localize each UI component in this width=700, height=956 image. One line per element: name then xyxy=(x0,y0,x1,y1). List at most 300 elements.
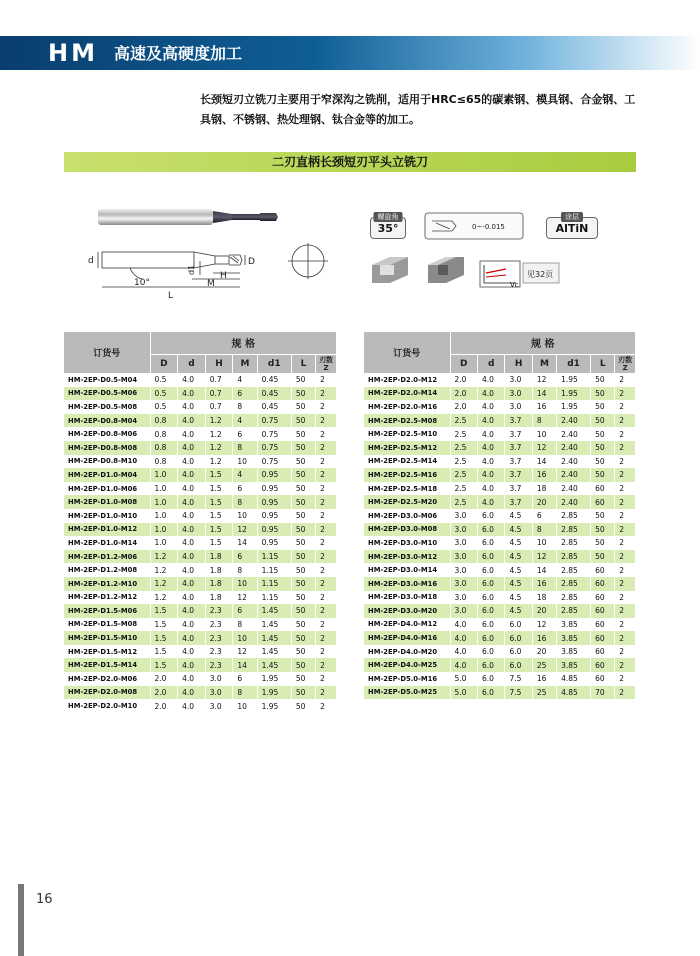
cell-D: 2.0 xyxy=(450,400,477,414)
cell-d1: 0.75 xyxy=(257,414,291,428)
shank-d-label: d xyxy=(88,256,94,266)
cell-D: 3.0 xyxy=(450,577,477,591)
cell-d: 4.0 xyxy=(178,591,206,605)
cell-Z: 2 xyxy=(615,441,636,455)
cell-Z: 2 xyxy=(316,455,337,469)
cell-D: 5.0 xyxy=(450,686,477,700)
cell-d: 6.0 xyxy=(477,631,504,645)
cell-D: 2.0 xyxy=(150,699,178,713)
cell-D: 0.5 xyxy=(150,400,178,414)
cell-d1: 2.40 xyxy=(557,455,591,469)
cell-Z: 2 xyxy=(316,672,337,686)
cell-Z: 2 xyxy=(615,427,636,441)
cell-L: 50 xyxy=(291,414,315,428)
order-code-cell: HM-2EP-D5.0-M16 xyxy=(364,672,450,686)
cell-d: 4.0 xyxy=(178,672,206,686)
cell-H: 6.0 xyxy=(505,618,532,632)
cell-H: 1.8 xyxy=(205,577,233,591)
cell-H: 4.5 xyxy=(505,523,532,537)
table-row xyxy=(364,604,636,618)
cell-D: 1.5 xyxy=(150,604,178,618)
cell-L: 60 xyxy=(591,618,615,632)
order-code-cell: HM-2EP-D0.5-M04 xyxy=(64,373,150,387)
cell-M: 8 xyxy=(233,618,257,632)
cell-L: 50 xyxy=(591,509,615,523)
cell-d1: 1.15 xyxy=(257,563,291,577)
order-code-cell: HM-2EP-D1.0-M12 xyxy=(64,523,150,537)
cell-H: 4.5 xyxy=(505,577,532,591)
cell-H: 3.0 xyxy=(205,672,233,686)
order-code-cell: HM-2EP-D2.5-M10 xyxy=(364,427,450,441)
cell-H: 6.0 xyxy=(505,658,532,672)
cell-D: 2.5 xyxy=(450,482,477,496)
cell-D: 3.0 xyxy=(450,563,477,577)
cell-D: 1.5 xyxy=(150,645,178,659)
order-code-cell: HM-2EP-D2.5-M08 xyxy=(364,414,450,428)
cell-D: 0.8 xyxy=(150,441,178,455)
cell-H: 1.5 xyxy=(205,536,233,550)
table-row xyxy=(64,658,337,672)
cell-M: 6 xyxy=(532,509,556,523)
order-code-cell: HM-2EP-D4.0-M25 xyxy=(364,658,450,672)
cell-d1: 2.85 xyxy=(557,550,591,564)
cell-d1: 2.40 xyxy=(557,468,591,482)
cell-D: 2.0 xyxy=(150,686,178,700)
order-code-cell: HM-2EP-D1.5-M10 xyxy=(64,631,150,645)
table-row xyxy=(64,699,337,713)
cell-D: 1.5 xyxy=(150,658,178,672)
order-code-cell: HM-2EP-D2.0-M06 xyxy=(64,672,150,686)
cell-D: 4.0 xyxy=(450,618,477,632)
cell-H: 1.5 xyxy=(205,523,233,537)
cell-Z: 2 xyxy=(316,577,337,591)
cell-H: 1.2 xyxy=(205,455,233,469)
cell-d1: 0.75 xyxy=(257,441,291,455)
cell-D: 3.0 xyxy=(450,536,477,550)
cell-d1: 4.85 xyxy=(557,672,591,686)
cell-D: 4.0 xyxy=(450,645,477,659)
order-code-cell: HM-2EP-D1.0-M08 xyxy=(64,495,150,509)
order-code-cell: HM-2EP-D3.0-M10 xyxy=(364,536,450,550)
order-code-cell: HM-2EP-D1.5-M12 xyxy=(64,645,150,659)
section-title: 二刃直柄长颈短刃平头立铣刀 xyxy=(271,155,428,169)
cell-D: 2.0 xyxy=(450,373,477,387)
cell-M: 8 xyxy=(233,441,257,455)
cell-d1: 1.95 xyxy=(257,699,291,713)
cell-d: 4.0 xyxy=(178,686,206,700)
cell-M: 8 xyxy=(233,563,257,577)
cell-L: 50 xyxy=(291,604,315,618)
cell-Z: 2 xyxy=(615,686,636,700)
cell-M: 14 xyxy=(532,387,556,401)
cell-D: 3.0 xyxy=(450,604,477,618)
slot-workpiece-icon xyxy=(372,257,408,283)
cell-d1: 3.85 xyxy=(557,631,591,645)
order-code-cell: HM-2EP-D1.2-M06 xyxy=(64,550,150,564)
cell-L: 50 xyxy=(291,577,315,591)
cell-Z: 2 xyxy=(615,604,636,618)
cell-D: 2.5 xyxy=(450,414,477,428)
cell-Z: 2 xyxy=(316,686,337,700)
cell-M: 6 xyxy=(233,604,257,618)
table-row xyxy=(364,618,636,632)
cell-Z: 2 xyxy=(316,468,337,482)
D-label: D xyxy=(248,257,255,267)
speed-ref-text: 见32页 xyxy=(527,270,554,279)
cell-H: 3.7 xyxy=(505,414,532,428)
cell-D: 1.0 xyxy=(150,523,178,537)
cell-H: 0.7 xyxy=(205,373,233,387)
cell-L: 50 xyxy=(291,509,315,523)
col-M: M xyxy=(233,354,257,373)
cell-D: 1.2 xyxy=(150,563,178,577)
cell-M: 8 xyxy=(233,400,257,414)
cell-L: 60 xyxy=(591,591,615,605)
cell-M: 4 xyxy=(233,414,257,428)
cell-d: 4.0 xyxy=(178,387,206,401)
helix-angle-value: 35° xyxy=(377,222,399,235)
col-d1: d1 xyxy=(557,354,591,373)
cell-Z: 2 xyxy=(615,563,636,577)
M-label: M xyxy=(207,279,215,289)
cell-D: 1.2 xyxy=(150,550,178,564)
cell-H: 3.0 xyxy=(505,400,532,414)
table-row xyxy=(64,427,337,441)
cell-L: 50 xyxy=(591,468,615,482)
order-code-cell: HM-2EP-D3.0-M20 xyxy=(364,604,450,618)
cell-H: 2.3 xyxy=(205,658,233,672)
cell-d: 6.0 xyxy=(477,645,504,659)
cell-L: 50 xyxy=(591,550,615,564)
cell-D: 0.8 xyxy=(150,427,178,441)
cell-D: 1.0 xyxy=(150,468,178,482)
table-row xyxy=(64,686,337,700)
order-code-cell: HM-2EP-D3.0-M12 xyxy=(364,550,450,564)
cell-d: 4.0 xyxy=(178,645,206,659)
cell-M: 8 xyxy=(233,495,257,509)
cell-H: 1.8 xyxy=(205,563,233,577)
col-L: L xyxy=(591,354,615,373)
cell-Z: 2 xyxy=(615,536,636,550)
table-row xyxy=(64,577,337,591)
cell-H: 3.7 xyxy=(505,441,532,455)
cell-M: 10 xyxy=(233,509,257,523)
col-D: D xyxy=(450,354,477,373)
spec-header: 规 格 xyxy=(150,332,337,354)
cell-M: 4 xyxy=(233,468,257,482)
cell-d1: 1.95 xyxy=(557,387,591,401)
cell-Z: 2 xyxy=(316,563,337,577)
cell-Z: 2 xyxy=(615,495,636,509)
order-code-cell: HM-2EP-D0.8-M04 xyxy=(64,414,150,428)
cell-d: 4.0 xyxy=(477,468,504,482)
order-code-cell: HM-2EP-D4.0-M16 xyxy=(364,631,450,645)
left-table-body xyxy=(64,373,337,713)
table-row xyxy=(64,645,337,659)
table-row xyxy=(64,455,337,469)
cell-L: 50 xyxy=(591,536,615,550)
table-row xyxy=(364,509,636,523)
cell-d: 6.0 xyxy=(477,577,504,591)
cell-L: 60 xyxy=(591,672,615,686)
cell-d: 6.0 xyxy=(477,536,504,550)
cell-d: 4.0 xyxy=(477,414,504,428)
cell-d1: 2.85 xyxy=(557,509,591,523)
cell-H: 1.2 xyxy=(205,414,233,428)
cell-d1: 2.85 xyxy=(557,563,591,577)
col-L: L xyxy=(291,354,315,373)
cell-M: 25 xyxy=(532,658,556,672)
cell-d: 6.0 xyxy=(477,563,504,577)
cell-d1: 1.95 xyxy=(557,400,591,414)
cell-M: 16 xyxy=(532,400,556,414)
cell-L: 70 xyxy=(591,686,615,700)
cell-M: 14 xyxy=(233,536,257,550)
cell-Z: 2 xyxy=(615,373,636,387)
cell-d1: 2.85 xyxy=(557,536,591,550)
cell-H: 1.8 xyxy=(205,550,233,564)
order-no-header: 订货号 xyxy=(64,332,150,373)
cell-D: 2.5 xyxy=(450,427,477,441)
cell-D: 2.5 xyxy=(450,455,477,469)
order-code-cell: HM-2EP-D2.0-M14 xyxy=(364,387,450,401)
cell-D: 5.0 xyxy=(450,672,477,686)
col-z-label: 刃数 xyxy=(319,355,334,364)
speed-chart-icon xyxy=(480,261,520,289)
order-code-cell: HM-2EP-D0.8-M06 xyxy=(64,427,150,441)
cell-L: 50 xyxy=(291,672,315,686)
cell-d1: 0.45 xyxy=(257,387,291,401)
cell-Z: 2 xyxy=(316,591,337,605)
cell-d: 4.0 xyxy=(178,658,206,672)
cell-D: 0.8 xyxy=(150,414,178,428)
cell-M: 16 xyxy=(532,468,556,482)
helix-angle-badge xyxy=(370,213,406,239)
cell-L: 50 xyxy=(291,631,315,645)
cell-L: 60 xyxy=(591,482,615,496)
cell-M: 18 xyxy=(532,591,556,605)
cell-D: 1.2 xyxy=(150,591,178,605)
cell-L: 50 xyxy=(291,482,315,496)
cell-D: 1.0 xyxy=(150,536,178,550)
cell-H: 2.3 xyxy=(205,645,233,659)
order-code-cell: HM-2EP-D5.0-M25 xyxy=(364,686,450,700)
cell-L: 60 xyxy=(591,495,615,509)
table-row xyxy=(364,495,636,509)
cell-d1: 0.75 xyxy=(257,455,291,469)
order-code-cell: HM-2EP-D1.0-M14 xyxy=(64,536,150,550)
order-code-cell: HM-2EP-D3.0-M16 xyxy=(364,577,450,591)
cell-d: 6.0 xyxy=(477,618,504,632)
table-row xyxy=(64,509,337,523)
cell-d1: 1.95 xyxy=(257,686,291,700)
table-row xyxy=(364,441,636,455)
table-row xyxy=(364,455,636,469)
order-code-cell: HM-2EP-D2.0-M10 xyxy=(64,699,150,713)
cell-Z: 2 xyxy=(316,604,337,618)
tool-shank xyxy=(98,209,213,225)
cell-d: 6.0 xyxy=(477,604,504,618)
cell-d: 4.0 xyxy=(477,427,504,441)
cell-d: 4.0 xyxy=(178,699,206,713)
cell-Z: 2 xyxy=(615,591,636,605)
cell-L: 50 xyxy=(291,427,315,441)
table-row xyxy=(64,523,337,537)
order-code-cell: HM-2EP-D2.5-M16 xyxy=(364,468,450,482)
cell-H: 6.0 xyxy=(505,631,532,645)
step-workpiece-icon xyxy=(428,257,464,283)
cell-D: 1.0 xyxy=(150,509,178,523)
order-code-cell: HM-2EP-D2.5-M18 xyxy=(364,482,450,496)
d1-label: d1 xyxy=(187,264,196,275)
cell-d1: 2.85 xyxy=(557,577,591,591)
order-code-cell: HM-2EP-D2.0-M16 xyxy=(364,400,450,414)
cell-H: 1.5 xyxy=(205,482,233,496)
cell-L: 50 xyxy=(291,536,315,550)
table-row xyxy=(364,577,636,591)
cell-d1: 1.45 xyxy=(257,631,291,645)
order-code-cell: HM-2EP-D1.2-M10 xyxy=(64,577,150,591)
cell-L: 50 xyxy=(591,441,615,455)
cell-L: 60 xyxy=(591,604,615,618)
cell-H: 3.0 xyxy=(505,373,532,387)
cell-L: 50 xyxy=(291,699,315,713)
table-row xyxy=(64,414,337,428)
table-row xyxy=(364,631,636,645)
cell-L: 50 xyxy=(591,373,615,387)
table-row xyxy=(64,482,337,496)
cell-Z: 2 xyxy=(316,658,337,672)
cell-Z: 2 xyxy=(615,523,636,537)
cell-d: 4.0 xyxy=(178,400,206,414)
page-marker xyxy=(18,884,24,956)
table-row xyxy=(364,400,636,414)
tool-cutter xyxy=(260,213,278,221)
cell-d1: 0.95 xyxy=(257,495,291,509)
table-row xyxy=(64,550,337,564)
cell-H: 4.5 xyxy=(505,536,532,550)
cell-M: 10 xyxy=(233,631,257,645)
cell-H: 3.7 xyxy=(505,468,532,482)
cell-M: 6 xyxy=(233,672,257,686)
cell-d: 4.0 xyxy=(178,468,206,482)
cell-M: 12 xyxy=(532,373,556,387)
order-code-cell: HM-2EP-D1.2-M12 xyxy=(64,591,150,605)
helix-angle-tag: 螺旋角 xyxy=(374,212,403,222)
cell-Z: 2 xyxy=(316,645,337,659)
cell-d1: 4.85 xyxy=(557,686,591,700)
cell-L: 60 xyxy=(591,563,615,577)
cell-Z: 2 xyxy=(316,482,337,496)
coating-badge xyxy=(546,213,598,239)
cell-d: 4.0 xyxy=(477,482,504,496)
table-row xyxy=(364,550,636,564)
cell-L: 50 xyxy=(291,550,315,564)
cell-D: 2.5 xyxy=(450,468,477,482)
col-d: d xyxy=(477,354,504,373)
cell-L: 50 xyxy=(291,658,315,672)
cell-H: 3.0 xyxy=(205,686,233,700)
cell-M: 16 xyxy=(532,672,556,686)
cell-Z: 2 xyxy=(615,550,636,564)
cell-H: 3.7 xyxy=(505,495,532,509)
cell-d: 4.0 xyxy=(477,400,504,414)
cell-d: 4.0 xyxy=(178,577,206,591)
cell-D: 2.0 xyxy=(450,387,477,401)
cell-d1: 1.45 xyxy=(257,604,291,618)
cell-Z: 2 xyxy=(316,631,337,645)
table-row xyxy=(64,672,337,686)
order-code-cell: HM-2EP-D1.0-M04 xyxy=(64,468,150,482)
coating-tag: 涂层 xyxy=(561,212,583,222)
cell-d: 4.0 xyxy=(178,455,206,469)
cell-D: 3.0 xyxy=(450,591,477,605)
order-code-cell: HM-2EP-D1.0-M06 xyxy=(64,482,150,496)
cell-H: 2.3 xyxy=(205,604,233,618)
order-code-cell: HM-2EP-D0.5-M08 xyxy=(64,400,150,414)
cell-D: 0.8 xyxy=(150,455,178,469)
order-code-cell: HM-2EP-D1.5-M06 xyxy=(64,604,150,618)
cell-Z: 2 xyxy=(316,550,337,564)
cell-d: 6.0 xyxy=(477,658,504,672)
cell-H: 1.5 xyxy=(205,495,233,509)
cell-Z: 2 xyxy=(316,523,337,537)
section-bar xyxy=(64,152,636,172)
order-code-cell: HM-2EP-D3.0-M06 xyxy=(364,509,450,523)
cell-H: 1.5 xyxy=(205,509,233,523)
cell-D: 1.5 xyxy=(150,618,178,632)
cell-d1: 0.95 xyxy=(257,523,291,537)
cell-M: 6 xyxy=(233,482,257,496)
cell-D: 2.0 xyxy=(150,672,178,686)
cell-L: 50 xyxy=(291,387,315,401)
table-row xyxy=(64,631,337,645)
cell-Z: 2 xyxy=(615,414,636,428)
cell-H: 3.7 xyxy=(505,482,532,496)
cell-M: 25 xyxy=(532,686,556,700)
cell-d: 4.0 xyxy=(477,455,504,469)
order-code-cell: HM-2EP-D1.2-M08 xyxy=(64,563,150,577)
cell-d: 6.0 xyxy=(477,672,504,686)
cell-H: 4.5 xyxy=(505,563,532,577)
cell-D: 3.0 xyxy=(450,550,477,564)
table-row xyxy=(364,686,636,700)
cell-Z: 2 xyxy=(316,387,337,401)
cell-M: 12 xyxy=(233,591,257,605)
order-code-cell: HM-2EP-D2.5-M20 xyxy=(364,495,450,509)
cell-M: 20 xyxy=(532,495,556,509)
cell-D: 0.5 xyxy=(150,373,178,387)
cell-Z: 2 xyxy=(316,414,337,428)
cell-M: 12 xyxy=(532,618,556,632)
cell-Z: 2 xyxy=(316,618,337,632)
tool-neck xyxy=(232,214,260,220)
cell-Z: 2 xyxy=(615,577,636,591)
cell-L: 50 xyxy=(291,441,315,455)
angle-label: 10° xyxy=(134,278,150,288)
cell-Z: 2 xyxy=(316,373,337,387)
tool-taper xyxy=(213,211,232,223)
cell-d: 4.0 xyxy=(477,441,504,455)
cell-M: 10 xyxy=(532,536,556,550)
cell-d1: 0.45 xyxy=(257,400,291,414)
cell-H: 3.7 xyxy=(505,427,532,441)
table-row xyxy=(364,414,636,428)
cell-d1: 3.85 xyxy=(557,658,591,672)
order-code-cell: HM-2EP-D2.0-M12 xyxy=(364,373,450,387)
cell-Z: 2 xyxy=(615,658,636,672)
tool-illustration xyxy=(80,195,640,310)
